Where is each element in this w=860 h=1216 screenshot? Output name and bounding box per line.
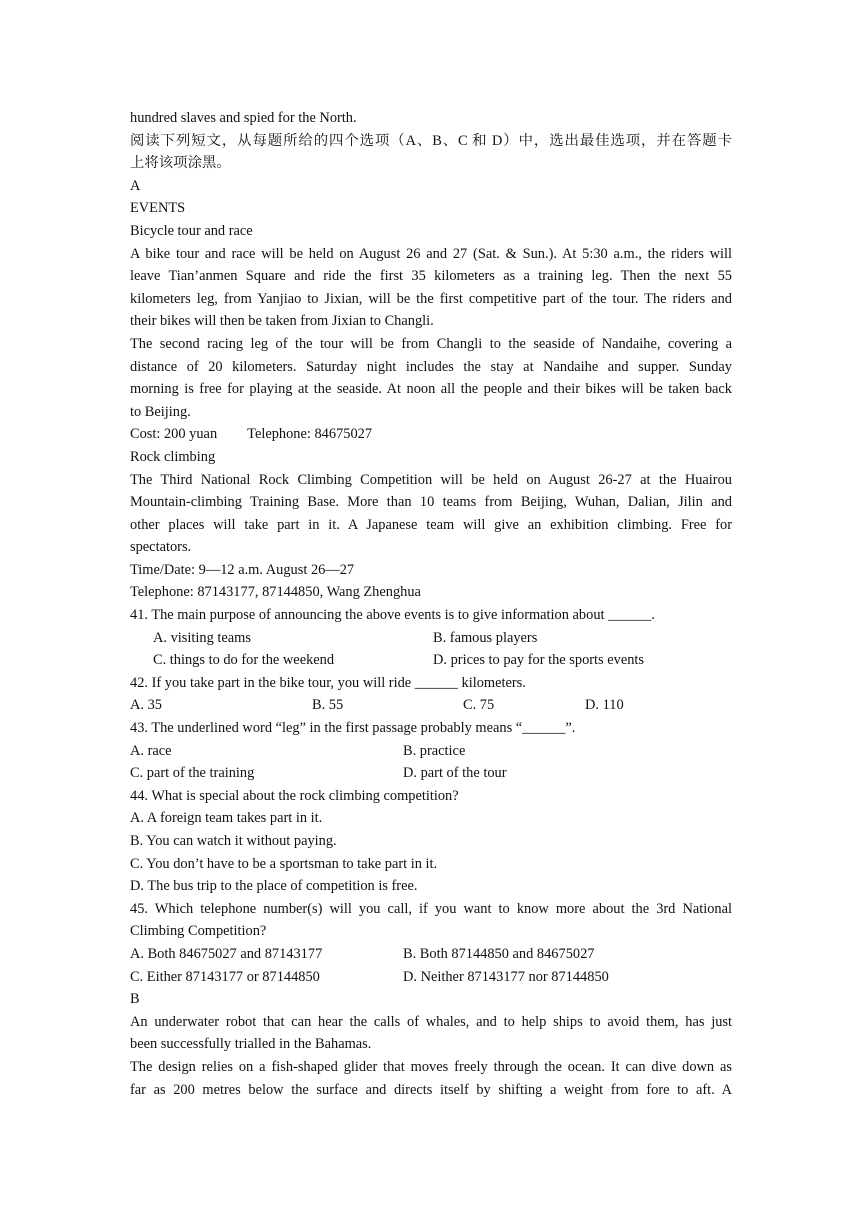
question-45-stem-line-1: 45. Which telephone number(s) will you call, if you want to know more about the 3rd National — [130, 900, 732, 917]
option-a: A. visiting teams — [153, 629, 251, 646]
option-b: B. practice — [403, 742, 466, 759]
text-line: The design relies on a fish-shaped glider that moves freely through the ocean. It can dive down as — [130, 1058, 732, 1075]
rock-phone: Telephone: 87143177, 87144850, Wang Zhenghua — [130, 584, 421, 601]
question-43-options-row-1 — [130, 740, 732, 763]
rock-time: Time/Date: 9—12 a.m. August 26—27 — [130, 561, 355, 578]
option-a: A. A foreign team takes part in it. — [130, 810, 323, 827]
text-line: Mountain-climbing Training Base. More than 10 teams from Beijing, Wuhan, Dalian, Jilin and — [130, 494, 732, 511]
text-line: An underwater robot that can hear the calls of whales, and to help ships to avoid them, has just — [130, 1013, 732, 1030]
option-c: C. You don’t have to be a sportsman to take part in it. — [130, 855, 438, 872]
text-line: other places will take part in it. A Japanese team will give an exhibition climbing. Free for — [130, 516, 732, 533]
question-41-options-row-2 — [130, 649, 732, 672]
option-d: D. The bus trip to the place of competition is free. — [130, 878, 418, 895]
passage-b-paragraph-1 — [130, 1011, 732, 1056]
bike-contact-line — [130, 423, 732, 446]
text-line: far as 200 metres below the surface and directs itself by shifting a weight from fore to aft. A — [130, 1081, 732, 1098]
bike-cost: Cost: 200 yuan — [130, 426, 218, 443]
question-43-options-row-2 — [130, 762, 732, 785]
option-d: D. part of the tour — [403, 765, 507, 782]
passage-a-label: A — [130, 177, 141, 194]
option-d: D. Neither 87143177 nor 87144850 — [403, 968, 609, 985]
question-42-options — [130, 694, 732, 717]
question-44-stem: 44. What is special about the rock climbing competition? — [130, 787, 459, 804]
bike-phone: Telephone: 84675027 — [247, 426, 373, 443]
option-b: B. Both 87144850 and 84675027 — [403, 945, 595, 962]
bike-paragraph-2 — [130, 333, 732, 423]
text-line: to Beijing. — [130, 403, 191, 420]
question-42-stem: 42. If you take part in the bike tour, you will ride ______ kilometers. — [130, 674, 526, 691]
option-d: D. prices to pay for the sports events — [433, 652, 645, 669]
option-b: B. You can watch it without paying. — [130, 833, 337, 849]
instruction-line-2: 上将该项涂黑。 — [130, 155, 231, 172]
text-line: A bike tour and race will be held on August 26 and 27 (Sat. & Sun.). At 5:30 a.m., the riders will — [130, 245, 732, 262]
question-41-stem: 41. The main purpose of announcing the above events is to give information about ______. — [130, 607, 655, 624]
question-45-options-row-2 — [130, 966, 732, 989]
passage-b-label: B — [130, 991, 140, 1008]
question-45-stem-line-2: Climbing Competition? — [130, 923, 267, 940]
text-line: been successfully trialled in the Bahamas. — [130, 1036, 372, 1053]
option-a: A. race — [130, 742, 172, 759]
text-line: leave Tian’anmen Square and ride the first 35 kilometers as a training leg. Then the next 55 — [130, 268, 732, 285]
question-45-options-row-1 — [130, 943, 732, 966]
text-line: The second racing leg of the tour will be from Changli to the seaside of Nandaihe, covering a — [130, 335, 732, 352]
passage-b-paragraph-2 — [130, 1056, 732, 1101]
option-a: A. 35 — [130, 697, 162, 714]
option-b: B. famous players — [433, 629, 538, 646]
events-heading: EVENTS — [130, 200, 186, 217]
option-c: C. Either 87143177 or 87144850 — [130, 968, 320, 985]
document-page — [130, 107, 732, 1101]
option-d: D. 110 — [585, 697, 624, 714]
bike-section-title: Bicycle tour and race — [130, 222, 253, 239]
rock-section-title: Rock climbing — [130, 448, 216, 465]
option-c: C. things to do for the weekend — [153, 652, 335, 669]
text-line: distance of 20 kilometers. Saturday night includes the stay at Nandaihe and supper. Sunday — [130, 358, 732, 375]
text-line: kilometers leg, from Yanjiao to Jixian, will be the first competitive part of the tour. The riders and — [130, 290, 732, 307]
bike-paragraph-1 — [130, 243, 732, 333]
rock-paragraph — [130, 469, 732, 559]
text-line: The Third National Rock Climbing Competition will be held on August 26-27 at the Huairou — [130, 471, 732, 488]
text-line: morning is free for playing at the seaside. At noon all the people and their bikes will be taken back — [130, 381, 732, 398]
instruction-line-1: 阅读下列短文，从每题所给的四个选项（A、B、C 和 D）中，选出最佳选项，并在答题卡 — [130, 132, 732, 149]
option-c: C. 75 — [463, 697, 495, 714]
option-a: A. Both 84675027 and 87143177 — [130, 945, 323, 962]
question-41-options-row-1 — [130, 627, 732, 650]
option-b: B. 55 — [312, 697, 344, 714]
text-line: their bikes will then be taken from Jixian to Changli. — [130, 313, 434, 330]
intro-fragment: hundred slaves and spied for the North. — [130, 110, 357, 126]
text-line: spectators. — [130, 539, 192, 556]
question-43-stem: 43. The underlined word “leg” in the first passage probably means “______”. — [130, 720, 576, 737]
option-c: C. part of the training — [130, 765, 255, 782]
